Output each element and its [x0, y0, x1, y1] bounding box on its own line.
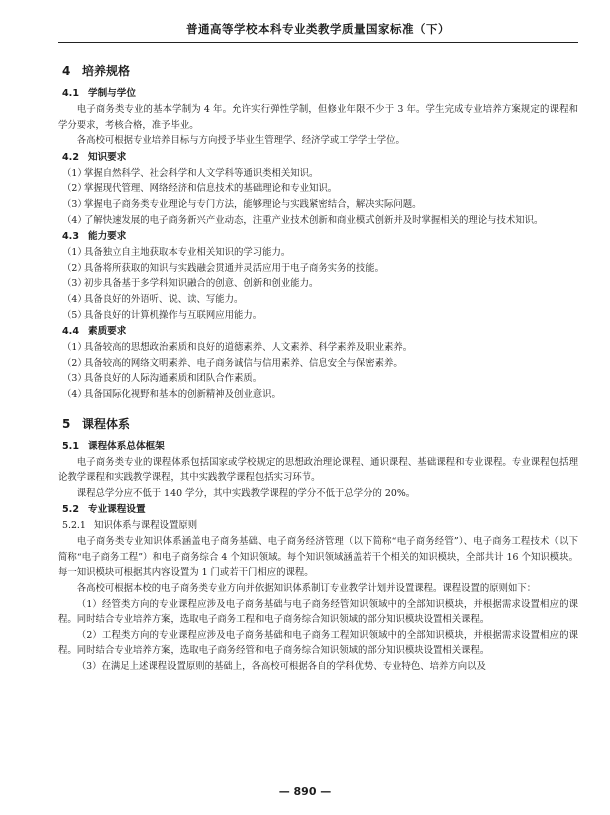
subsection-heading	[62, 150, 578, 165]
list-item	[58, 340, 578, 356]
list-item	[58, 245, 578, 261]
item-number: （2）	[62, 183, 87, 195]
item-number: （3）	[62, 278, 87, 290]
item-text: 具备国际化视野和基本的创新精神及创业意识。	[84, 388, 281, 400]
subsection-heading	[62, 86, 578, 101]
subsection-number: 5.2	[62, 504, 79, 516]
item-text: 掌握电子商务类专业理论与专门方法，能够理论与实践紧密结合，解决实际问题。	[84, 198, 422, 210]
list-item	[58, 308, 578, 324]
list-item	[58, 276, 578, 292]
section-heading	[58, 62, 578, 80]
subsection-title: 学制与学位	[88, 88, 136, 99]
item-number: （1）	[62, 342, 87, 354]
section-number: 4	[62, 64, 71, 78]
list-item	[58, 197, 578, 213]
item-number: （5）	[62, 309, 87, 321]
page-body	[58, 62, 578, 675]
principle-item: （2）工程类方向的专业课程应涉及电子商务基础和电子商务工程知识领域中的全部知识模块，并根据需求设置相应的课程。同时结合专业培养方案，选取电子商务经管和电子商务综合知识领域的部分知识模块设置相关课程。	[58, 629, 578, 657]
subsection-heading	[62, 229, 578, 244]
header-rule	[58, 42, 578, 43]
list-item	[58, 292, 578, 308]
subsection-title: 知识要求	[88, 151, 127, 163]
list-item	[58, 213, 578, 229]
subsection-number: 4.3	[62, 231, 79, 243]
subsection-title: 专业课程设置	[88, 504, 146, 516]
item-number: （4）	[62, 293, 87, 305]
running-header: 普通高等学校本科专业类教学质量国家标准（下）	[186, 22, 450, 36]
item-text: 具备良好的计算机操作与互联网应用能力。	[84, 309, 263, 321]
list-item	[58, 261, 578, 277]
subsection-number: 4.1	[62, 88, 79, 99]
subsection-title: 课程体系总体框架	[88, 440, 165, 452]
list-item	[58, 387, 578, 403]
item-number: （1）	[62, 247, 87, 259]
paragraph: 电子商务类专业的基本学制为 4 年。允许实行弹性学制，但修业年限不少于 3 年。学生完成专业培养方案规定的课程和学分要求，考核合格，准予毕业。	[58, 104, 578, 131]
paragraph: 课程总学分应不低于 140 学分，其中实践教学课程的学分不低于总学分的 20%。	[76, 487, 416, 499]
list-item	[58, 166, 578, 182]
section-title: 培养规格	[82, 64, 131, 78]
subsection-number: 4.4	[62, 326, 79, 338]
item-text: 具备较高的网络文明素养、电子商务诚信与信用素养、信息安全与保密素养。	[84, 357, 403, 369]
item-number: （4）	[62, 388, 87, 400]
paragraph: 各高校可根据专业培养目标与方向授予毕业生管理学、经济学或工学学士学位。	[76, 135, 405, 147]
principle-item: （3）在满足上述课程设置原则的基础上，各高校可根据各自的学科优势、专业特色、培养方向以及	[76, 661, 486, 673]
subsection-title: 能力要求	[88, 231, 127, 243]
item-number: （2）	[62, 262, 87, 274]
item-text: 了解快速发展的电子商务新兴产业动态，注重产业技术创新和商业模式创新并及时掌握相关的理论与技术知识。	[84, 214, 544, 226]
item-number: （1）	[62, 167, 87, 179]
subsection-number: 4.2	[62, 151, 79, 163]
subsection-heading	[62, 502, 578, 517]
section-heading	[58, 415, 578, 433]
item-text: 具备较高的思想政治素质和良好的道德素养、人文素养、科学素养及职业素养。	[84, 342, 413, 354]
item-number: （3）	[62, 373, 87, 385]
subsection-title: 素质要求	[88, 326, 127, 338]
item-text: 掌握自然科学、社会科学和人文学科等通识类相关知识。	[84, 167, 319, 179]
section-number: 5	[62, 416, 71, 431]
item-text: 初步具备基于多学科知识融合的创意、创新和创业能力。	[84, 278, 319, 290]
section-title: 课程体系	[82, 416, 131, 431]
subsubsection-title: 知识体系与课程设置原则	[94, 520, 198, 532]
item-text: 具备将所获取的知识与实践融会贯通并灵活应用于电子商务实务的技能。	[84, 262, 385, 274]
paragraph: 各高校可根据本校的电子商务类专业方向并依据知识体系制订专业教学计划并设置课程。课程设置的原则如下：	[76, 583, 537, 595]
paragraph: 电子商务类专业知识体系涵盖电子商务基础、电子商务经济管理（以下简称“电子商务经管”）、电子商务工程技术（以下简称“电子商务工程”）和电子商务综合 4 个知识领域。每个知识领域涵盖若干个相关的知识模块，全部共计 16 个知识模块。每一知识模块可根据其内容设置为 1 门或若干门相应的课程。	[58, 536, 578, 579]
item-number: （4）	[62, 214, 87, 226]
list-item	[58, 356, 578, 372]
principle-item: （1）经管类方向的专业课程应涉及电子商务基础与电子商务经管知识领域中的全部知识模块，并根据需求设置相应的课程。同时结合专业培养方案，选取电子商务工程和电子商务综合知识领域的部分知识模块设置相关课程。	[58, 598, 578, 626]
item-number: （2）	[62, 357, 87, 369]
paragraph: 电子商务类专业的课程体系包括国家或学校规定的思想政治理论课程、通识课程、基础课程和专业课程。专业课程包括理论教学课程和实践教学课程，其中实践教学课程包括实习环节。	[58, 456, 578, 484]
item-text: 具备独立自主地获取本专业相关知识的学习能力。	[84, 247, 291, 259]
list-item	[58, 181, 578, 197]
list-item	[58, 371, 578, 387]
subsubsection-number: 5.2.1	[62, 520, 86, 532]
subsubsection-heading	[62, 518, 578, 533]
subsection-heading	[62, 439, 578, 454]
item-text: 具备良好的人际沟通素质和团队合作素质。	[84, 373, 263, 385]
item-text: 具备良好的外语听、说、读、写能力。	[84, 293, 244, 305]
item-text: 掌握现代管理、网络经济和信息技术的基础理论和专业知识。	[84, 183, 338, 195]
item-number: （3）	[62, 198, 87, 210]
subsection-number: 5.1	[62, 440, 79, 452]
subsection-heading	[62, 324, 578, 339]
page-number: — 890 —	[278, 785, 332, 798]
